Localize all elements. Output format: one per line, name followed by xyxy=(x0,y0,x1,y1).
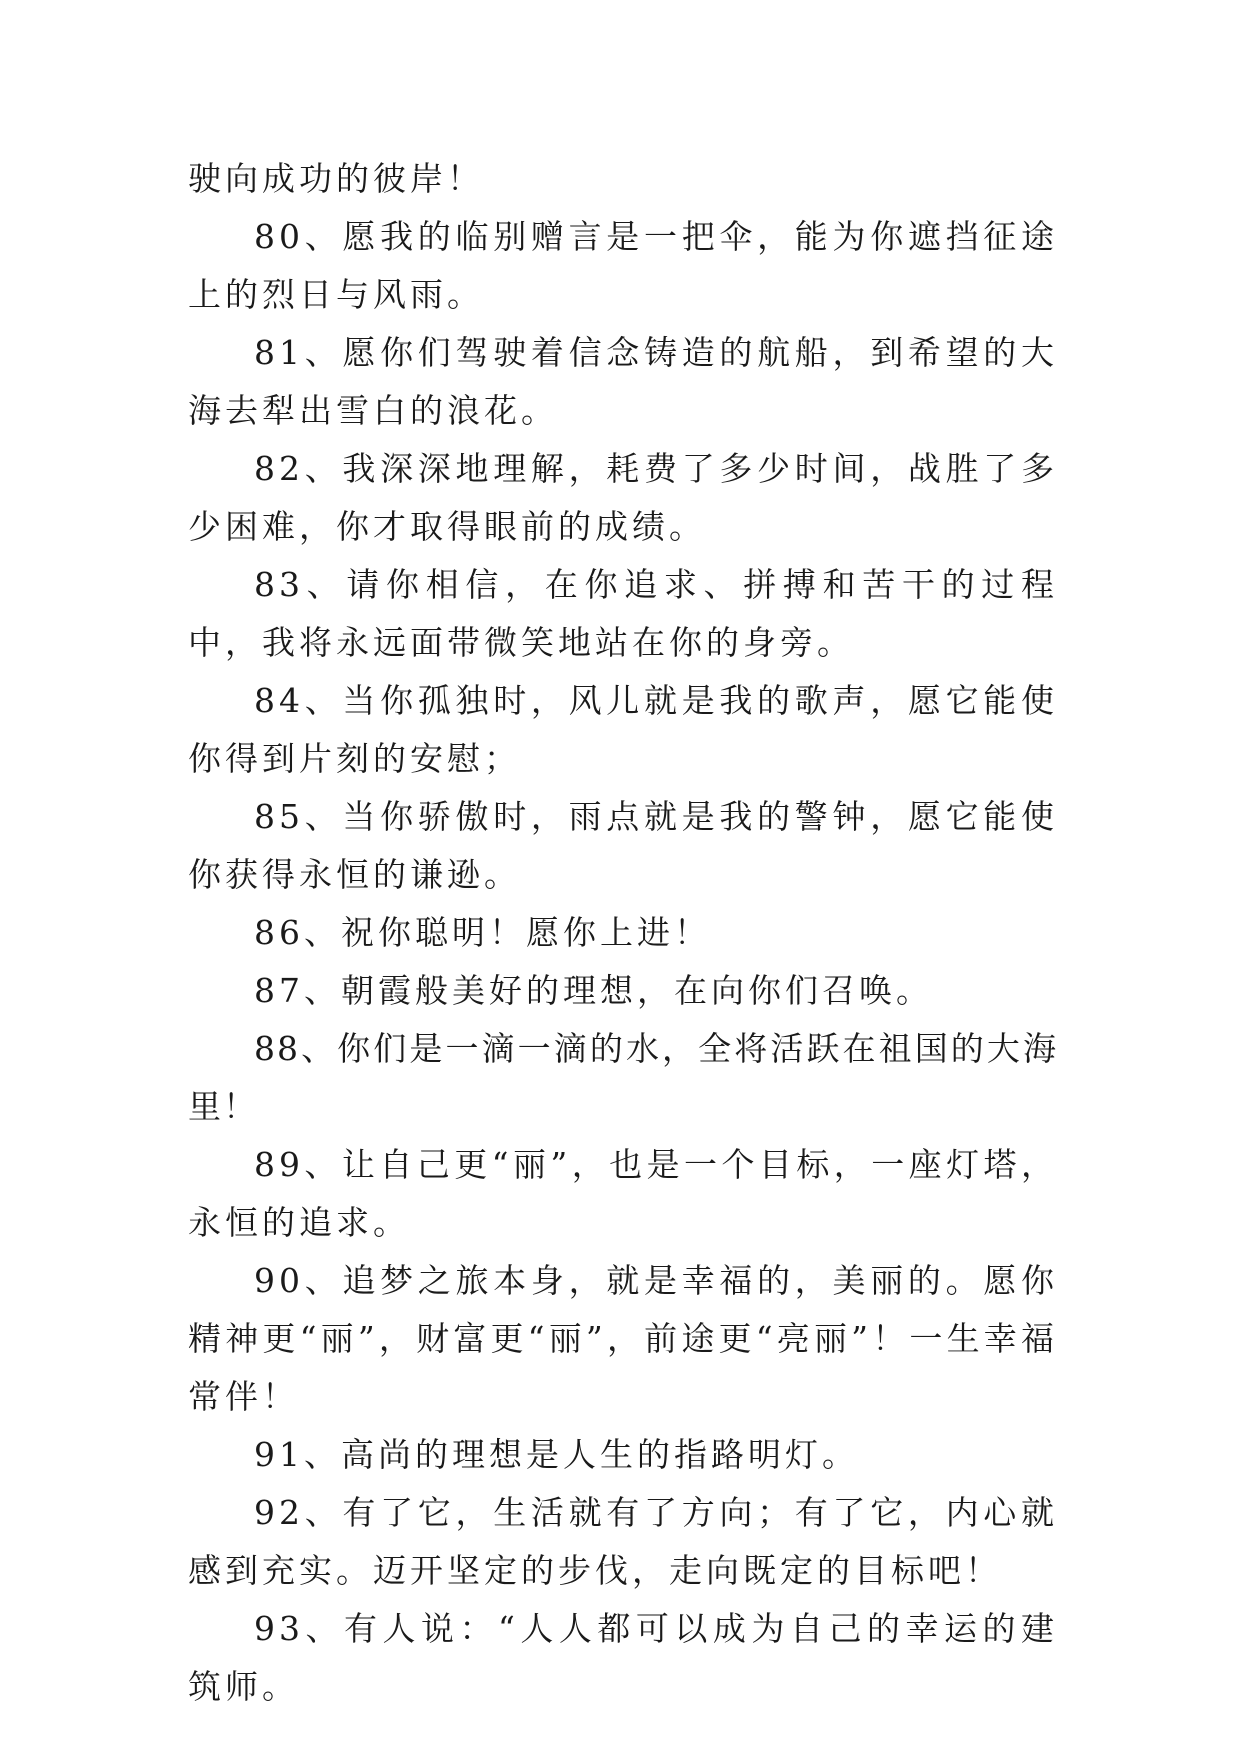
paragraph-continuation: 驶向成功的彼岸！ xyxy=(188,159,484,198)
paragraph-91: 91、高尚的理想是人生的指路明灯。 xyxy=(254,1435,859,1474)
paragraph-85: 85、当你骄傲时，雨点就是我的警钟，愿它能使你获得永恒的谦逊。 xyxy=(188,797,1058,894)
paragraph-93: 93、有人说：“人人都可以成为自己的幸运的建筑师。 xyxy=(188,1609,1058,1706)
paragraph-88: 88、你们是一滴一滴的水，全将活跃在祖国的大海里！ xyxy=(188,1029,1058,1126)
paragraph-84: 84、当你孤独时，风儿就是我的歌声，愿它能使你得到片刻的安慰； xyxy=(188,681,1058,778)
paragraph-87: 87、朝霞般美好的理想，在向你们召唤。 xyxy=(254,971,933,1010)
paragraph-82: 82、我深深地理解，耗费了多少时间，战胜了多少困难，你才取得眼前的成绩。 xyxy=(188,449,1058,546)
paragraph-80: 80、愿我的临别赠言是一把伞，能为你遮挡征途上的烈日与风雨。 xyxy=(188,217,1058,314)
paragraph-89: 89、让自己更“丽”，也是一个目标，一座灯塔，永恒的追求。 xyxy=(188,1145,1058,1242)
paragraph-90: 90、追梦之旅本身，就是幸福的，美丽的。愿你精神更“丽”，财富更“丽”，前途更“亮丽”！一生幸福常伴！ xyxy=(188,1261,1058,1416)
paragraph-92: 92、有了它，生活就有了方向；有了它，内心就感到充实。迈开坚定的步伐，走向既定的目标吧！ xyxy=(188,1493,1058,1590)
paragraph-81: 81、愿你们驾驶着信念铸造的航船，到希望的大海去犁出雪白的浪花。 xyxy=(188,333,1058,430)
document-page xyxy=(188,150,1058,1716)
paragraph-86: 86、祝你聪明！愿你上进！ xyxy=(254,913,711,952)
paragraph-83: 83、请你相信，在你追求、拼搏和苦干的过程中，我将永远面带微笑地站在你的身旁。 xyxy=(188,565,1058,662)
